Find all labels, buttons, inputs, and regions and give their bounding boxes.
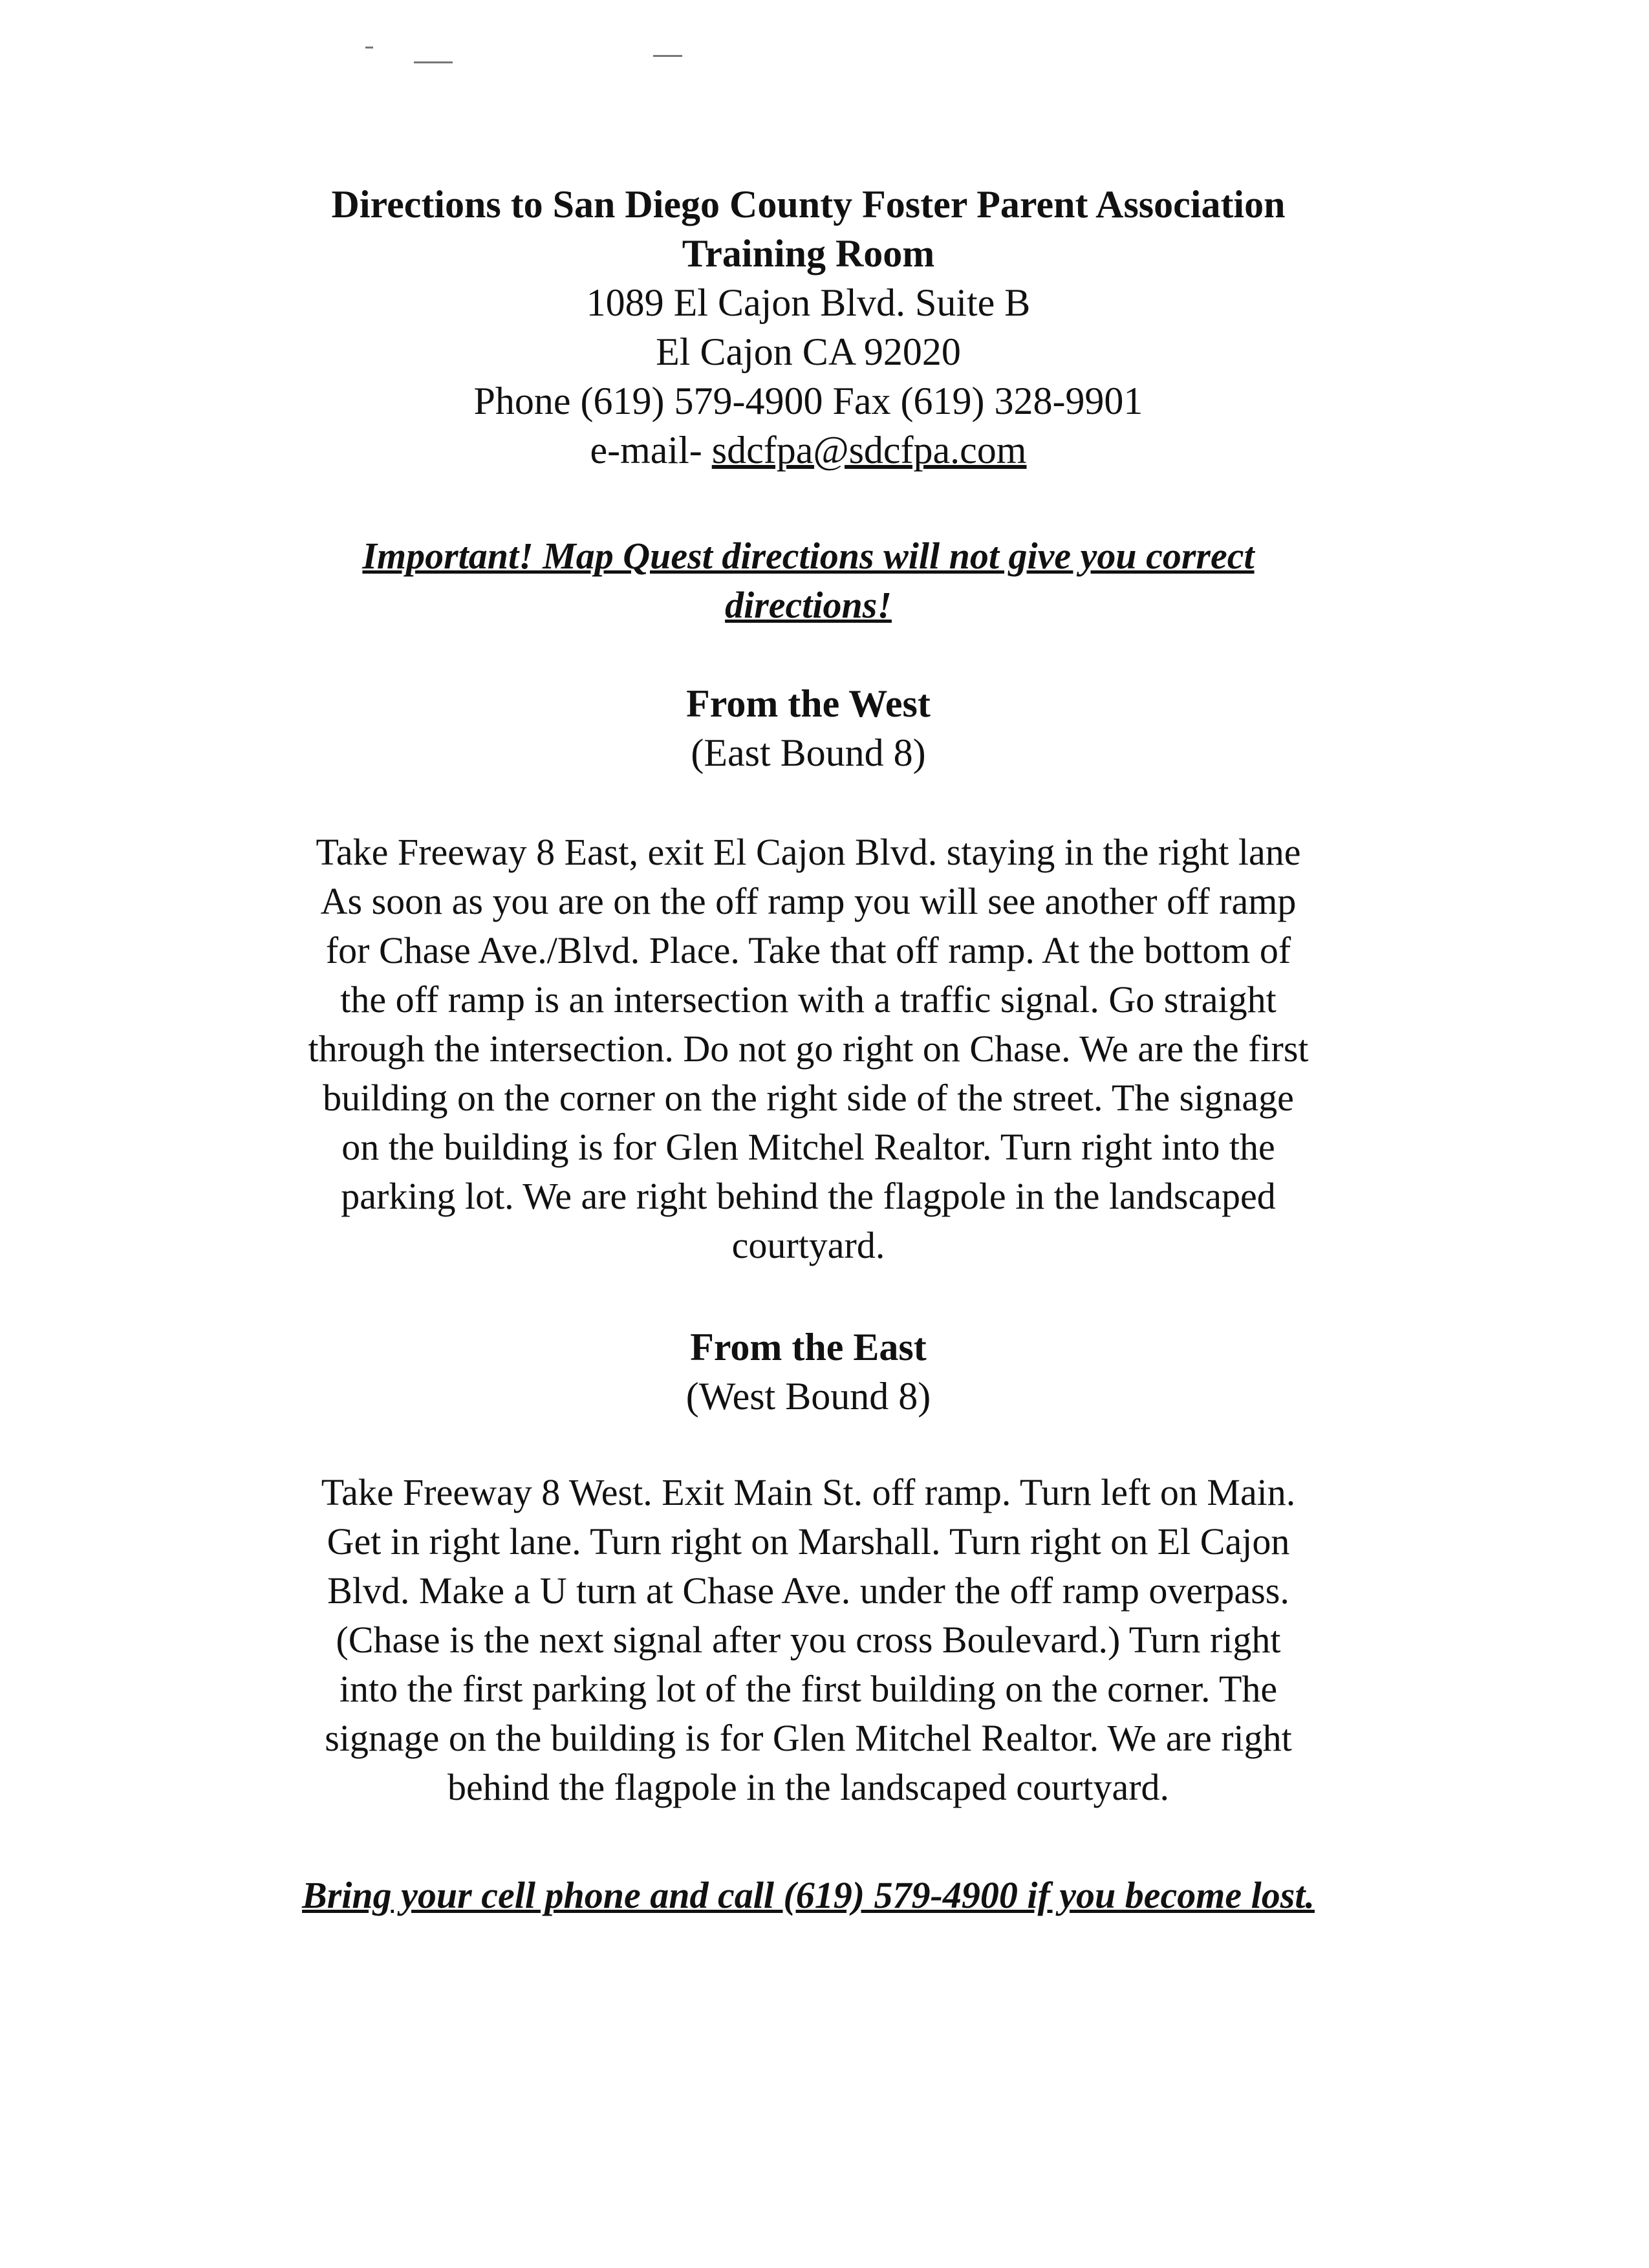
west-line: the off ramp is an intersection with a traffic signal. Go straight [340, 978, 1277, 1021]
west-directions [162, 828, 1455, 1270]
east-heading: From the East [690, 1326, 927, 1368]
west-line: on the building is for Glen Mitchel Realtor. Turn right into the [341, 1126, 1275, 1168]
east-directions [162, 1468, 1455, 1812]
notice-line-1: Important! Map Quest directions will not give you correct [362, 535, 1255, 577]
doc-subtitle: Training Room [682, 232, 935, 275]
notice-line-2: directions! [725, 584, 892, 626]
address-city: El Cajon CA 92020 [656, 330, 961, 373]
scan-mark [653, 55, 682, 57]
west-heading-block [194, 679, 1423, 777]
west-line: building on the corner on the right side of the street. The signage [323, 1077, 1294, 1119]
east-subheading: (West Bound 8) [685, 1375, 931, 1418]
west-line: for Chase Ave./Blvd. Place. Take that off ramp. At the bottom of [325, 929, 1291, 971]
footer-note [162, 1871, 1455, 1920]
west-line: through the intersection. Do not go right on Chase. We are the first [308, 1028, 1309, 1070]
east-line: Take Freeway 8 West. Exit Main St. off ramp. Turn left on Main. [321, 1471, 1296, 1513]
email-link[interactable]: sdcfpa@sdcfpa.com [711, 429, 1027, 471]
east-line: (Chase is the next signal after you cross Boulevard.) Turn right [336, 1619, 1281, 1661]
doc-title: Directions to San Diego County Foster Parent Association [331, 183, 1286, 226]
west-line: courtyard. [731, 1224, 885, 1266]
east-heading-block [194, 1323, 1423, 1421]
west-line: parking lot. We are right behind the flagpole in the landscaped [341, 1175, 1276, 1217]
header-block [194, 180, 1423, 475]
west-subheading: (East Bound 8) [691, 731, 926, 774]
email-label: e-mail- [590, 429, 712, 471]
email-line [194, 426, 1423, 475]
west-heading: From the West [686, 682, 931, 725]
east-line: signage on the building is for Glen Mitchel Realtor. We are right [325, 1717, 1292, 1759]
phone-fax: Phone (619) 579-4900 Fax (619) 328-9901 [473, 380, 1143, 422]
east-line: into the first parking lot of the first building on the corner. The [339, 1668, 1278, 1710]
scan-mark [365, 47, 373, 49]
west-line: Take Freeway 8 East, exit El Cajon Blvd. staying in the right lane [316, 831, 1301, 873]
footer-text: Bring your cell phone and call (619) 579-4900 if you become lost. [302, 1874, 1315, 1916]
east-line: behind the flagpole in the landscaped courtyard. [447, 1766, 1170, 1808]
scan-mark [414, 61, 453, 63]
east-line: Get in right lane. Turn right on Marshall. Turn right on El Cajon [327, 1520, 1290, 1562]
address-street: 1089 El Cajon Blvd. Suite B [586, 281, 1031, 324]
important-notice [194, 532, 1423, 630]
east-line: Blvd. Make a U turn at Chase Ave. under the off ramp overpass. [327, 1570, 1289, 1612]
west-line: As soon as you are on the off ramp you will see another off ramp [320, 880, 1297, 922]
